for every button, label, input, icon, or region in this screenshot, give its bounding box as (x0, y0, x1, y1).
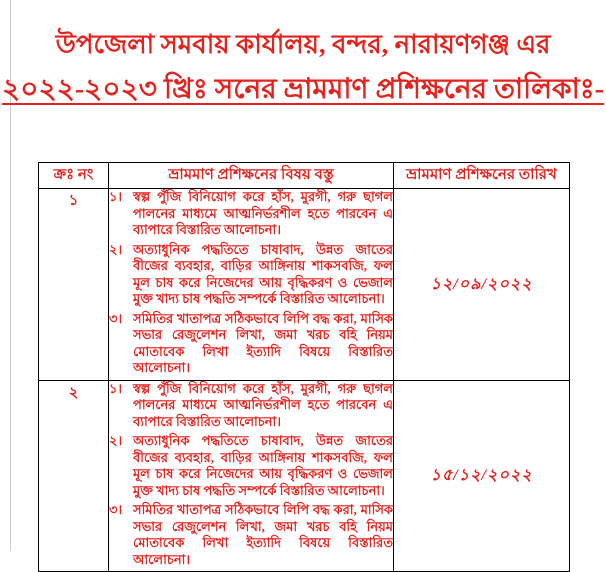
item-number: ২। (109, 433, 123, 448)
header-serial-no: ক্রঃ নং (39, 163, 109, 189)
list-item (109, 311, 393, 377)
item-number: ৩। (109, 310, 123, 326)
list-item (109, 502, 393, 568)
item-text: অত্যাধুনিক পদ্ধতিতে চাষাবাদ, উন্নত জাতের বীজের ব্যবহার, বাড়ির আঙ্গিনায় শাকসবজি, ফল মূল চাষ করে নিজেদের আয় বৃদ্ধিকরণ ও ভেজাল মুক্ত খাদ্য চাষ পদ্ধতি সম্পর্কে বিস্তারিত আলোচনা। (133, 241, 393, 306)
training-date: ১৫/১২/২০২২ (394, 380, 570, 572)
list-item (109, 189, 393, 239)
list-item (109, 242, 393, 308)
table-row (39, 189, 570, 381)
training-date: ১২/০৯/২০২২ (394, 189, 570, 381)
header-training-date: ভ্রামমাণ প্রশিক্ষনের তারিখ (394, 163, 570, 189)
item-text: অত্যাধুনিক পদ্ধতিতে চাষাবাদ, উন্নত জাতের বীজের ব্যবহার, বাড়ির আঙ্গিনায় শাকসবজি, ফল মূল চাষ করে নিজেদের আয় বৃদ্ধিকরণ ও ভেজাল মুক্ত খাদ্য চাষ পদ্ধতি সম্পর্কে বিস্তারিত আলোচনা। (133, 433, 393, 498)
item-number: ১। (109, 189, 123, 204)
list-item (109, 433, 393, 499)
table-header-row (39, 163, 570, 189)
subject-cell (109, 189, 394, 381)
header-training-subject: ভ্রামমাণ প্রশিক্ষনের বিষয় বস্তু (109, 163, 394, 189)
title-training-list-heading: ২০২২-২০২৩ খ্রিঃ সনের ভ্রামমাণ প্রশিক্ষনের তালিকাঃ- (2, 74, 604, 105)
item-number: ৩। (109, 502, 123, 517)
serial-number: ১ (39, 189, 109, 381)
document-title-block (0, 28, 606, 108)
item-number: ১। (109, 380, 123, 396)
title-office-name: উপজেলা সমবায় কার্যালয়, বন্দর, নারায়ণগঞ্জ এর (55, 30, 551, 59)
item-text: স্বল্প পুঁজি বিনিয়োগ করে হাঁস, মুরগী, গরু ছাগল পালনের মাধ্যমে আত্মনির্ভরশীল হতে পারবেন এ ব্যাপারে বিস্তারিত আলোচনা। (133, 380, 393, 429)
item-number: ২। (109, 241, 123, 257)
list-item (109, 381, 393, 431)
table-row (39, 380, 570, 572)
item-text: স্বল্প পুঁজি বিনিয়োগ করে হাঁস, মুরগী, গরু ছাগল পালনের মাধ্যমে আত্মনির্ভরশীল হতে পারবেন এ ব্যাপারে বিস্তারিত আলোচনা। (133, 189, 393, 237)
serial-number: ২ (39, 380, 109, 572)
item-text: সমিতির খাতাপত্র সঠিকভাবে লিপি বদ্ধ করা, মাসিক সভার রেজুলেশন লিখা, জমা খরচ বহি নিয়ম মোতাবেক লিখা ইত্যাদি বিষয়ে বিস্তারিত আলোচনা। (133, 502, 393, 567)
training-schedule-table (38, 162, 570, 572)
subject-cell (109, 380, 394, 572)
item-text: সমিতির খাতাপত্র সঠিকভাবে লিপি বদ্ধ করা, মাসিক সভার রেজুলেশন লিখা, জমা খরচ বহি নিয়ম মোতাবেক লিখা ইত্যাদি বিষয়ে বিস্তারিত আলোচনা। (133, 310, 393, 375)
